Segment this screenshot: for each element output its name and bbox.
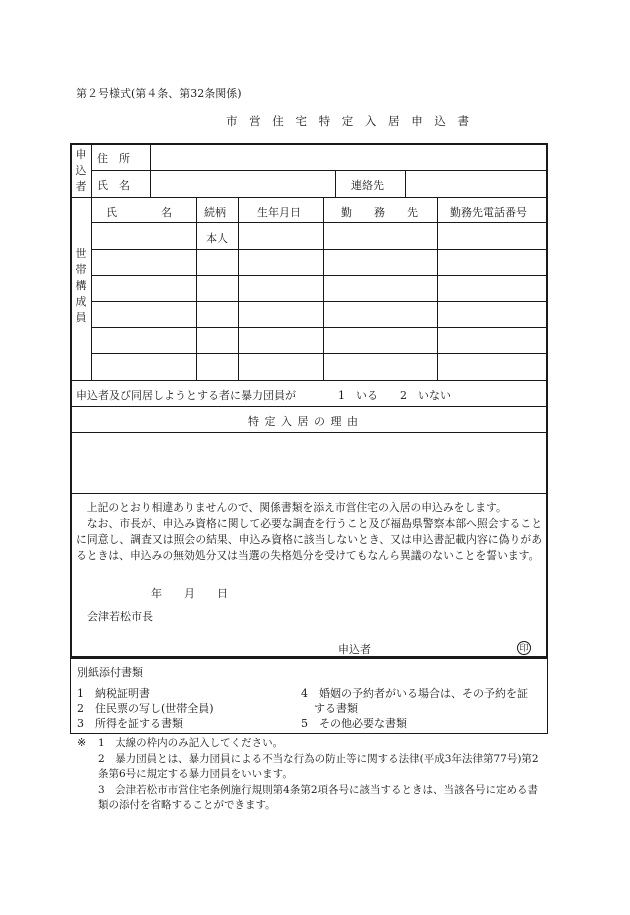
row-divider [70,493,548,494]
row-divider [91,249,548,250]
row-divider [70,406,548,407]
addressee: 会津若松市長 [87,610,153,623]
gang-option-no[interactable]: 2 いない [400,389,451,402]
date-line: 年 月 日 [151,587,228,600]
address-label: 住 所 [97,152,130,165]
notes-mark: ※ [77,736,87,749]
reason-label: 特 定 入 居 の 理 由 [248,415,359,428]
column-header-work-phone: 勤務先電話番号 [450,206,527,219]
gang-option-yes[interactable]: 1 いる [338,389,378,402]
name-label: 氏 名 [97,179,130,192]
form-title: 市 営 住 宅 特 定 入 居 申 込 書 [226,114,474,128]
col-divider [335,170,336,197]
column-header-workplace: 勤 務 先 [341,206,418,219]
relation-self: 本人 [206,232,228,245]
column-header-birthdate: 生年月日 [257,206,301,219]
attachment-item: 4 婚姻の予約者がいる場合は、その予約を証 [301,687,528,700]
row-divider [91,327,548,328]
attachment-item-continued: する書類 [314,702,358,715]
declaration-text [76,500,542,564]
column-header-relation: 続柄 [204,206,226,219]
row-divider [91,275,548,276]
col-divider [437,197,438,380]
col-divider [238,197,239,380]
attachment-item: 2 住民票の写し(世帯全員) [77,702,214,715]
declaration-para-2: なお、市長が、申込み資格に関して必要な調査を行うこと及び福島県警察本部へ照会することに同意し、調査又は照会の結果、申込み資格に該当しないとき、又は申込書記載内容に偽りがあるときは、申込みの無効処分又は当選の失格処分を受けてもなんら異議のないことを誓います。 [76,517,542,562]
col-divider [196,197,197,380]
form-number: 第２号様式(第４条、第32条関係) [76,87,242,100]
applicant-sign-label: 申込者 [338,643,371,656]
row-divider [91,353,548,354]
attachment-item: 1 納税証明書 [77,687,150,700]
note-2: 2 暴力団員とは、暴力団員による不当な行為の防止等に関する法律(平成3年法律第77号)第2条第6号に規定する暴力団員をいいます。 [98,753,539,780]
row-divider [91,222,548,223]
gang-question-label: 申込者及び同居しようとする者に暴力団員が [76,389,296,402]
declaration-para-1: 上記のとおり相違ありませんので、関係書類を添え市営住宅の入居の申込みをします。 [86,501,507,514]
contact-label: 連絡先 [351,179,384,192]
attachment-item: 3 所得を証する書類 [77,717,183,730]
row-divider [70,197,548,198]
address-field[interactable] [152,146,544,168]
note-1: 1 太線の枠内のみ記入してください。 [98,737,284,749]
applicant-side-label: 申込者 [75,148,87,193]
col-divider [405,170,406,197]
row-divider [70,380,548,381]
contact-field[interactable] [407,172,545,194]
col-divider [91,143,92,380]
col-divider [150,143,151,197]
note-3: 3 会津若松市市営住宅条例施行規則第4条第2項各号に該当するときは、当該各号に定める書類の添付を省略することができます。 [98,784,539,811]
col-divider [323,197,324,380]
row-divider [91,170,548,171]
name-field[interactable] [152,172,333,194]
household-side-label: 世帯構成員 [75,247,87,324]
column-header-name: 氏 名 [106,206,172,219]
row-divider [70,432,548,433]
row-divider [91,301,548,302]
attachments-heading: 別紙添付書類 [77,666,143,679]
attachment-item: 5 その他必要な書類 [301,717,407,730]
seal-mark: 印 [517,641,531,655]
reason-field[interactable] [73,434,545,491]
